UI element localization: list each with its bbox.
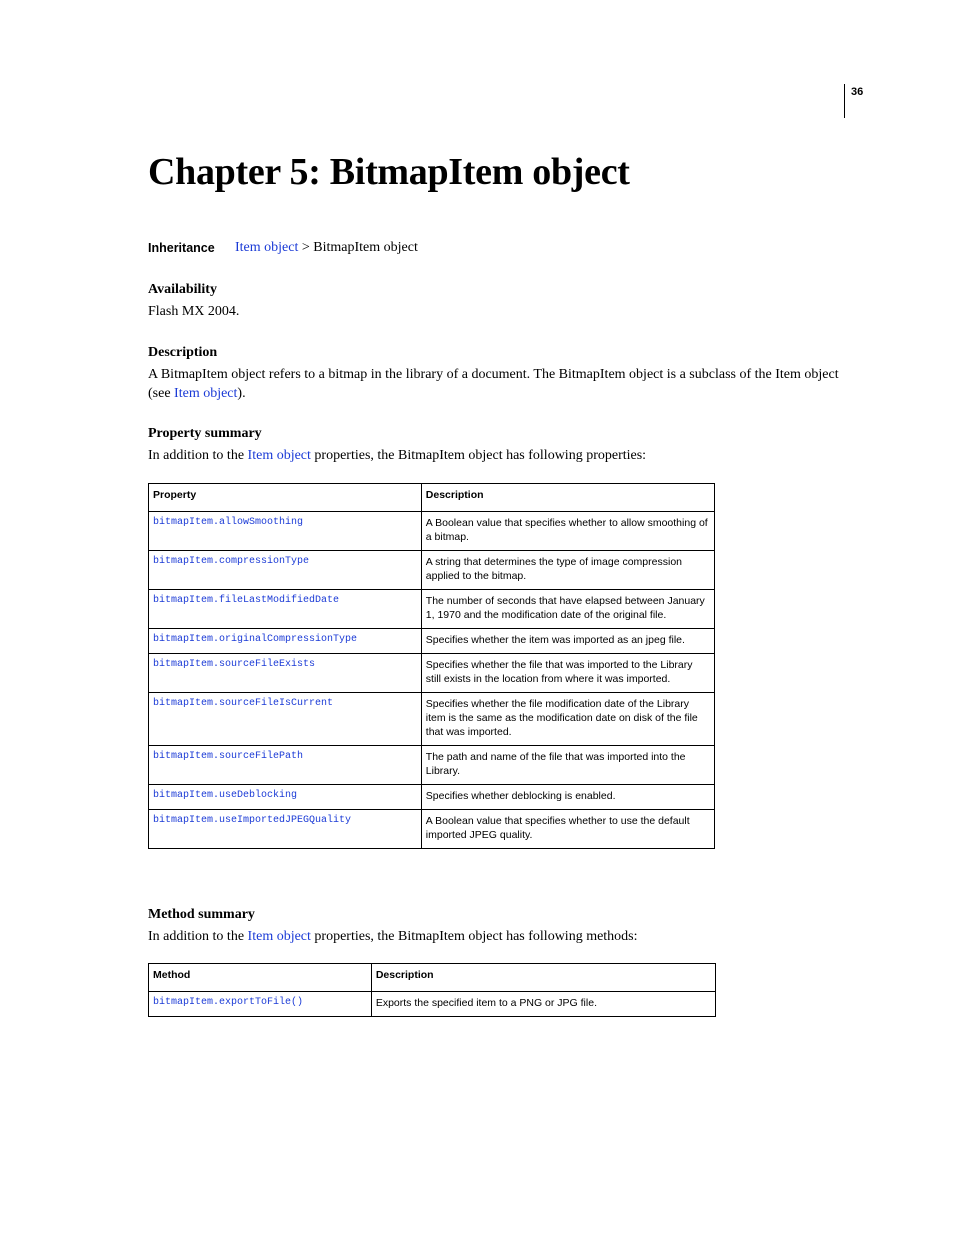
property-description: Specifies whether the file that was imported to the Library still exists in the location from where it was imported.: [421, 654, 714, 693]
description-text-before: A BitmapItem object refers to a bitmap in the library of a document. The BitmapItem object is a subclass of the Item object (see: [148, 367, 839, 401]
page-number-rule: [844, 84, 845, 118]
property-intro-before: In addition to the: [148, 448, 248, 463]
property-name-link[interactable]: bitmapItem.compressionType: [149, 551, 422, 590]
method-description: Exports the specified item to a PNG or JPG file.: [371, 992, 715, 1017]
table-row: [149, 785, 715, 810]
method-description-column-header: Description: [371, 964, 715, 992]
property-name-link[interactable]: bitmapItem.originalCompressionType: [149, 629, 422, 654]
inheritance-rest: > BitmapItem object: [298, 240, 418, 255]
property-summary-intro: [148, 446, 848, 465]
property-name-link[interactable]: bitmapItem.sourceFileIsCurrent: [149, 693, 422, 746]
table-row: [149, 629, 715, 654]
method-summary-intro: [148, 927, 848, 946]
table-row: [149, 746, 715, 785]
table-row: [149, 654, 715, 693]
method-table: [148, 963, 716, 1017]
description-column-header: Description: [421, 484, 714, 512]
property-description: A string that determines the type of image compression applied to the bitmap.: [421, 551, 714, 590]
property-description: A Boolean value that specifies whether to use the default imported JPEG quality.: [421, 810, 714, 849]
table-row: [149, 551, 715, 590]
property-description: The path and name of the file that was imported into the Library.: [421, 746, 714, 785]
property-name-link[interactable]: bitmapItem.sourceFilePath: [149, 746, 422, 785]
property-name-link[interactable]: bitmapItem.useImportedJPEGQuality: [149, 810, 422, 849]
property-name-link[interactable]: bitmapItem.allowSmoothing: [149, 512, 422, 551]
table-row: [149, 693, 715, 746]
description-text: [148, 365, 843, 403]
table-row: [149, 512, 715, 551]
property-table-header: [149, 484, 715, 512]
method-intro-after: properties, the BitmapItem object has following methods:: [310, 929, 638, 944]
description-heading: Description: [148, 345, 218, 360]
description-text-after: ).: [237, 386, 246, 401]
property-description: A Boolean value that specifies whether to allow smoothing of a bitmap.: [421, 512, 714, 551]
table-row: [149, 992, 716, 1017]
table-row: [149, 810, 715, 849]
table-row: [149, 590, 715, 629]
property-summary-heading: Property summary: [148, 426, 262, 441]
property-name-link[interactable]: bitmapItem.useDeblocking: [149, 785, 422, 810]
method-summary-heading: Method summary: [148, 907, 255, 922]
property-intro-after: properties, the BitmapItem object has following properties:: [310, 448, 647, 463]
property-table: [148, 483, 715, 849]
chapter-title: Chapter 5: BitmapItem object: [148, 151, 630, 193]
availability-heading: Availability: [148, 282, 217, 297]
description-item-object-link[interactable]: Item object: [174, 386, 238, 401]
method-name-link[interactable]: bitmapItem.exportToFile(): [149, 992, 372, 1017]
inheritance-value: [235, 240, 418, 256]
method-intro-item-object-link[interactable]: Item object: [247, 929, 311, 944]
page-number: 36: [851, 86, 864, 98]
method-table-header: [149, 964, 716, 992]
property-description: Specifies whether the item was imported as an jpeg file.: [421, 629, 714, 654]
property-name-link[interactable]: bitmapItem.fileLastModifiedDate: [149, 590, 422, 629]
method-column-header: Method: [149, 964, 372, 992]
property-description: Specifies whether the file modification date of the Library item is the same as the modification date on disk of the file that was imported.: [421, 693, 714, 746]
availability-text: Flash MX 2004.: [148, 304, 240, 319]
property-description: Specifies whether deblocking is enabled.: [421, 785, 714, 810]
property-description: The number of seconds that have elapsed between January 1, 1970 and the modification date of the original file.: [421, 590, 714, 629]
property-column-header: Property: [149, 484, 422, 512]
property-intro-item-object-link[interactable]: Item object: [247, 448, 311, 463]
method-intro-before: In addition to the: [148, 929, 248, 944]
inheritance-item-object-link[interactable]: Item object: [235, 240, 299, 255]
property-name-link[interactable]: bitmapItem.sourceFileExists: [149, 654, 422, 693]
inheritance-label: Inheritance: [148, 241, 215, 255]
